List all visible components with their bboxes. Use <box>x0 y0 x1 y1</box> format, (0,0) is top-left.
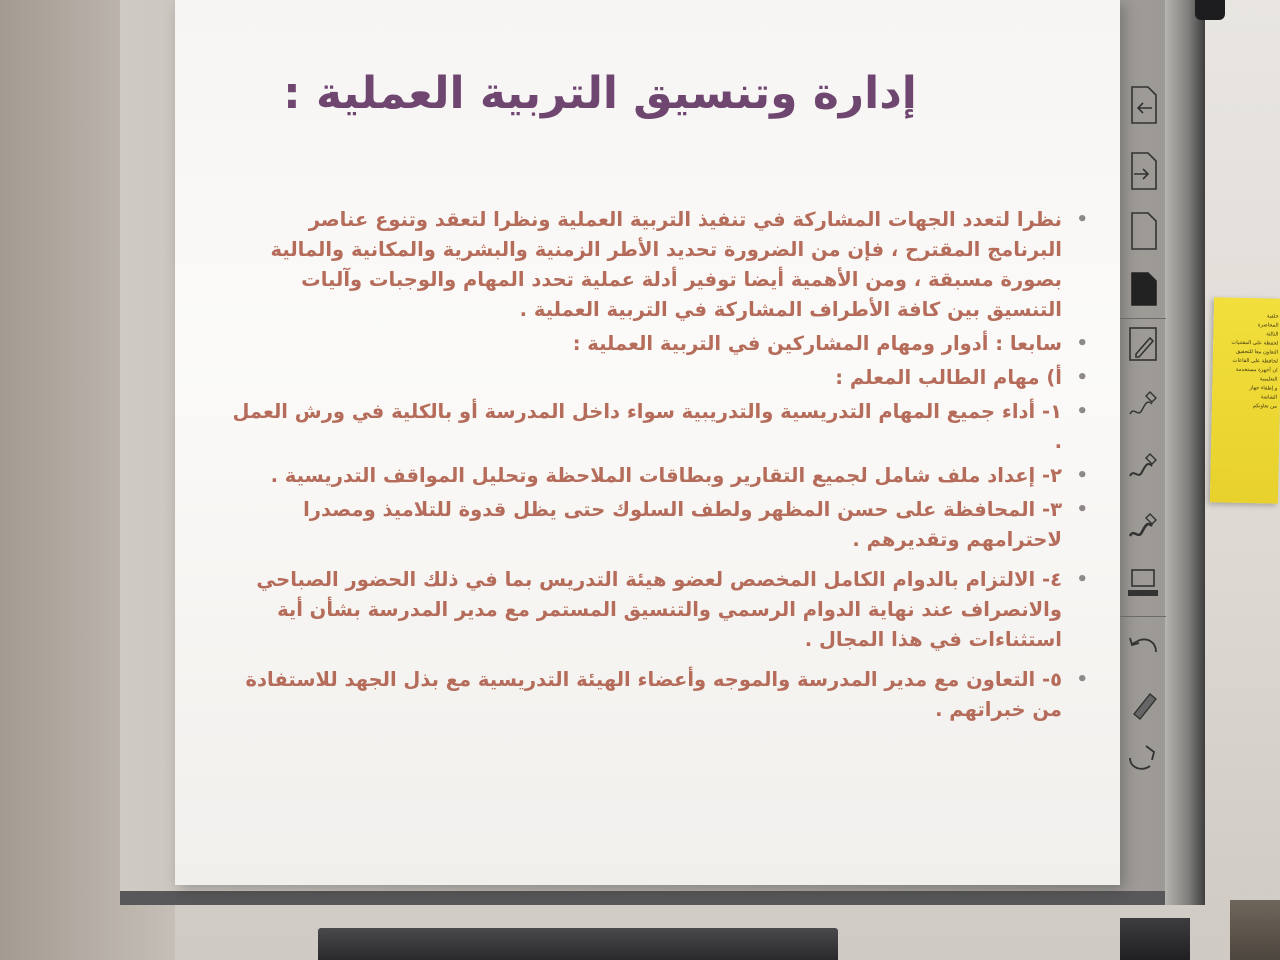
blank-page-icon[interactable] <box>1123 208 1163 254</box>
pen-slot <box>1195 0 1225 20</box>
whiteboard-toolbar <box>1118 70 1168 780</box>
task-item-5: • ٥- التعاون مع مدير المدرسة والموجه وأعضاء الهيئة التدريسية مع بذل الجهد للاستفادة من خبراتهم . <box>228 665 1088 725</box>
black-page-icon[interactable] <box>1123 266 1163 312</box>
whiteboard-tray-corner <box>1120 918 1190 960</box>
pen-thick-icon[interactable] <box>1123 504 1163 550</box>
whiteboard-frame-edge <box>1165 0 1205 905</box>
sticky-note-line: من تعاونكم <box>1252 403 1277 410</box>
task-item-4: • ٤- الالتزام بالدوام الكامل المخصص لعضو هيئة التدريس بما في ذلك الحضور الصباحي والانصراف عند نهاية الدوام الرسمي والتنسيق المستمر مع مدير المدرسة بشأن أية استثناءات في هذا المجال . <box>228 565 1088 655</box>
pen-thin-icon[interactable] <box>1123 382 1163 428</box>
eraser-icon[interactable] <box>1123 682 1163 728</box>
sticky-note-line: الشاشة <box>1260 394 1278 401</box>
sticky-note-line: لحافظة على القاعات <box>1232 357 1278 365</box>
task-item-1: • ١- أداء جميع المهام التدريسية والتدريبية سواء داخل المدرسة أو بالكلية في ورش العمل . <box>228 397 1088 457</box>
keyboard-icon[interactable] <box>1123 560 1163 606</box>
whiteboard-tray <box>318 928 838 960</box>
slide-title: إدارة وتنسيق التربية العملية : <box>283 68 917 119</box>
slide-body <box>228 205 1088 729</box>
sticky-note-line: المحاضرة <box>1257 322 1279 329</box>
subsection-heading: • أ) مهام الطالب المعلم : <box>228 363 1088 393</box>
sticky-note-line: و إطفاء جهاز <box>1249 385 1278 392</box>
sticky-note-line: ان أجهزة مستخدمة <box>1235 366 1278 374</box>
sticky-note-line: خلفية <box>1266 313 1279 320</box>
sticky-note <box>1210 297 1280 503</box>
redo-icon[interactable] <box>1123 734 1163 780</box>
pen-medium-icon[interactable] <box>1123 444 1163 490</box>
wall-corner <box>1230 900 1280 960</box>
sticky-note-line: التعاون معا للتحقيق <box>1236 348 1279 356</box>
undo-icon[interactable] <box>1123 622 1163 668</box>
next-page-icon[interactable] <box>1123 148 1163 194</box>
task-item-2: • ٢- إعداد ملف شامل لجميع التقارير وبطاقات الملاحظة وتحليل المواقف التدريسية . <box>228 461 1088 491</box>
section-heading: • سابعا : أدوار ومهام المشاركين في التربية العملية : <box>228 329 1088 359</box>
intro-paragraph: • نظرا لتعدد الجهات المشاركة في تنفيذ التربية العملية ونظرا لتعقد وتنوع عناصر البرنامج المقترح ، فإن من الضرورة تحديد الأطر الزمنية والبشرية والمكانية والمالية بصورة مسبقة ، ومن الأهمية أيضا توفير أدلة عملية تحدد المهام والوجبات وآليات التنسيق بين كافة الأطراف المشاركة في التربية العملية . <box>228 205 1088 325</box>
toolbar-divider <box>1120 318 1166 319</box>
pen-select-icon[interactable] <box>1123 322 1163 368</box>
sticky-note-line: الثالثة <box>1266 331 1279 338</box>
sticky-note-line: التعليمية <box>1259 376 1278 383</box>
task-item-3: • ٣- المحافظة على حسن المظهر ولطف السلوك حتى يظل قدوة للتلاميذ ومصدرا لاحترامهم وتقديرهم . <box>228 495 1088 555</box>
toolbar-divider <box>1120 616 1166 617</box>
sticky-note-line: لحفظة على المقتنيات <box>1231 339 1279 347</box>
previous-page-icon[interactable] <box>1123 82 1163 128</box>
